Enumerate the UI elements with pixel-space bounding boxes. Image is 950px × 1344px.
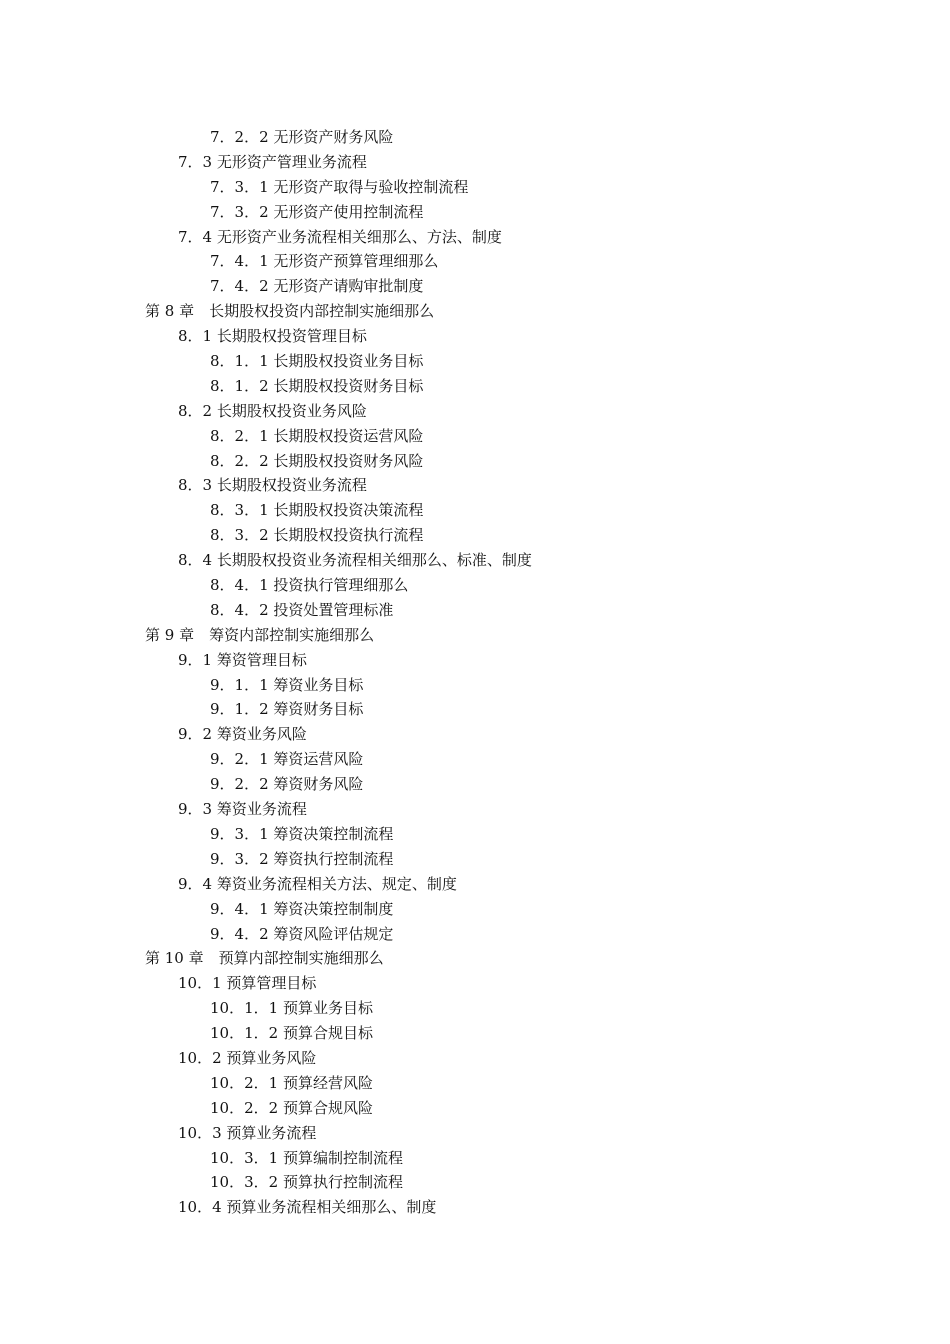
toc-section-heading: 10．3 预算业务流程 (178, 1123, 317, 1142)
toc-subsection-heading: 7．2．2 无形资产财务风险 (210, 128, 394, 146)
toc-chapter-heading: 第 10 章 预算内部控制实施细那么 (145, 949, 384, 968)
toc-section-heading: 9．3 筹资业务流程 (178, 800, 307, 819)
toc-subsection-heading: 10．2．2 预算合规风险 (210, 1098, 373, 1117)
toc-section-heading: 10．4 预算业务流程相关细那么、制度 (178, 1198, 437, 1217)
toc-subsection-heading: 9．4．2 筹资风险评估规定 (210, 924, 394, 943)
toc-subsection-heading: 8．1．1 长期股权投资业务目标 (210, 352, 424, 371)
toc-subsection-heading: 9．3．2 筹资执行控制流程 (210, 849, 394, 868)
toc-subsection-heading: 8．4．2 投资处置管理标准 (210, 600, 394, 619)
toc-subsection-heading: 7．4．1 无形资产预算管理细那么 (210, 252, 439, 271)
toc-subsection-heading: 8．4．1 投资执行管理细那么 (210, 576, 409, 595)
toc-section-heading: 8．4 长期股权投资业务流程相关细那么、标准、制度 (178, 551, 532, 570)
toc-subsection-heading: 7．3．2 无形资产使用控制流程 (210, 202, 424, 221)
table-of-contents (0, 125, 950, 1220)
toc-subsection-heading: 10．3．2 预算执行控制流程 (210, 1173, 403, 1192)
toc-subsection-heading: 10．1．1 预算业务目标 (210, 999, 373, 1018)
toc-chapter-heading: 第 9 章 筹资内部控制实施细那么 (145, 625, 375, 644)
toc-subsection-heading: 10．1．2 预算合规目标 (210, 1024, 373, 1043)
toc-subsection-heading: 10．2．1 预算经营风险 (210, 1073, 373, 1092)
toc-section-heading: 10．2 预算业务风险 (178, 1048, 317, 1067)
toc-section-heading: 9．1 筹资管理目标 (178, 650, 307, 669)
toc-subsection-heading: 8．1．2 长期股权投资财务目标 (210, 376, 424, 395)
toc-subsection-heading: 9．1．1 筹资业务目标 (210, 675, 364, 694)
toc-subsection-heading: 7．4．2 无形资产请购审批制度 (210, 277, 424, 296)
toc-subsection-heading: 8．3．1 长期股权投资决策流程 (210, 501, 424, 520)
toc-section-heading: 9．2 筹资业务风险 (178, 725, 307, 744)
toc-section-heading: 8．1 长期股权投资管理目标 (178, 327, 367, 346)
toc-subsection-heading: 10．3．1 预算编制控制流程 (210, 1148, 403, 1167)
toc-subsection-heading: 9．3．1 筹资决策控制流程 (210, 824, 394, 843)
toc-section-heading: 8．2 长期股权投资业务风险 (178, 401, 367, 420)
toc-subsection-heading: 8．2．1 长期股权投资运营风险 (210, 426, 424, 445)
toc-subsection-heading: 9．2．2 筹资财务风险 (210, 775, 364, 794)
toc-section-heading: 7．3 无形资产管理业务流程 (178, 152, 367, 171)
toc-subsection-heading: 9．1．2 筹资财务目标 (210, 700, 364, 719)
toc-section-heading: 9．4 筹资业务流程相关方法、规定、制度 (178, 874, 457, 893)
toc-subsection-heading: 7．3．1 无形资产取得与验收控制流程 (210, 177, 469, 196)
toc-subsection-heading: 8．2．2 长期股权投资财务风险 (210, 451, 424, 470)
toc-chapter-heading: 第 8 章 长期股权投资内部控制实施细那么 (145, 302, 435, 321)
toc-subsection-heading: 9．2．1 筹资运营风险 (210, 750, 364, 769)
toc-section-heading: 8．3 长期股权投资业务流程 (178, 476, 367, 495)
toc-section-heading: 10．1 预算管理目标 (178, 974, 317, 993)
toc-subsection-heading: 9．4．1 筹资决策控制制度 (210, 899, 394, 918)
toc-section-heading: 7．4 无形资产业务流程相关细那么、方法、制度 (178, 227, 502, 246)
toc-subsection-heading: 8．3．2 长期股权投资执行流程 (210, 526, 424, 545)
